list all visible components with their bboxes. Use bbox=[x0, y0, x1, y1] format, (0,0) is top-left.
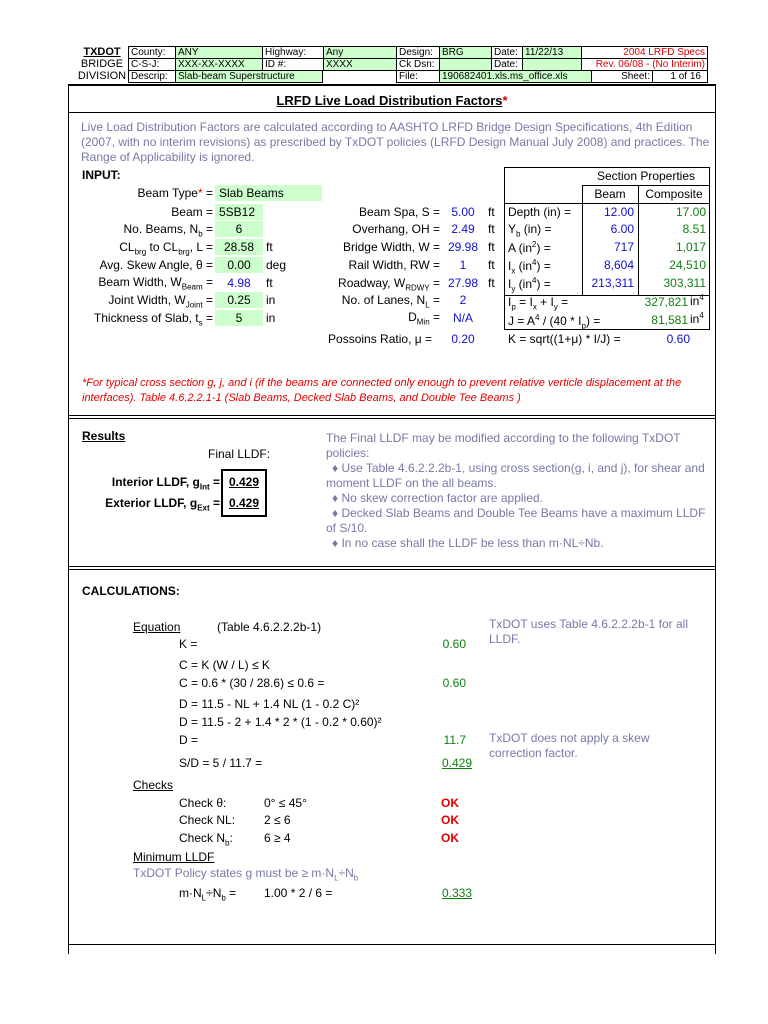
iy-sub: y bbox=[511, 284, 516, 294]
c-line1: C = K (W / L) ≤ K bbox=[179, 658, 270, 672]
dmin-value: N/A bbox=[452, 311, 473, 325]
lanes-label bbox=[300, 293, 440, 309]
lanes-text: No. of Lanes, N bbox=[341, 293, 426, 307]
col-composite-header: Composite bbox=[645, 187, 703, 201]
dmin-text: D bbox=[408, 310, 417, 324]
bw-sub: Beam bbox=[181, 282, 203, 292]
int-text: Interior LLDF, g bbox=[111, 475, 200, 489]
date2-label: Date: bbox=[491, 58, 523, 71]
nbeams-sub: b bbox=[198, 229, 203, 239]
j-value: 81,581 bbox=[651, 313, 688, 327]
c-result: 0.60 bbox=[442, 676, 466, 690]
jw-eq: = bbox=[205, 293, 213, 307]
ip-label bbox=[508, 295, 568, 311]
skew-value: 0.00 bbox=[227, 258, 251, 272]
policy-note-4: ♦ In no case shall the LLDF be less than m·NL÷Nb. bbox=[332, 536, 604, 550]
yb-beam: 6.00 bbox=[610, 222, 634, 236]
min-expr-calc: 1.00 * 2 / 6 = bbox=[264, 886, 333, 900]
bwidth-label: Bridge Width, W = bbox=[342, 240, 440, 254]
skew-unit: deg bbox=[266, 258, 287, 272]
title-text: LRFD Live Load Distribution Factors bbox=[276, 93, 503, 108]
chk-nb-sub: b bbox=[225, 838, 230, 848]
int-eq: = bbox=[212, 475, 220, 489]
org-line3: DIVISION bbox=[77, 70, 127, 82]
j-text: J = A bbox=[508, 314, 536, 328]
rdwy-eq: = bbox=[432, 276, 440, 290]
iy-composite: 303,311 bbox=[663, 276, 706, 290]
yb-composite: 8.51 bbox=[682, 222, 706, 236]
poisson-label: Possoins Ratio, μ = bbox=[328, 332, 432, 346]
ext-lldf-label bbox=[80, 496, 220, 512]
min-expr-a: m·N bbox=[179, 886, 202, 900]
cl-c: , L = bbox=[189, 240, 213, 254]
ip-rest3: = bbox=[557, 295, 569, 309]
k-value: 0.60 bbox=[666, 332, 690, 346]
j-unit bbox=[690, 311, 704, 326]
beam-label: Beam = bbox=[171, 205, 213, 219]
cl-value: 28.58 bbox=[223, 240, 255, 254]
beam-type-value: Slab Beams bbox=[219, 186, 284, 200]
file-label: File: bbox=[396, 70, 440, 83]
id-field[interactable]: XXXX bbox=[323, 58, 397, 71]
c-line2: C = 0.6 * (30 / 28.6) ≤ 0.6 = bbox=[179, 676, 325, 690]
bw-label bbox=[70, 275, 213, 291]
chk-theta-result: OK bbox=[441, 796, 459, 810]
rw-label: Rail Width, RW = bbox=[348, 258, 440, 272]
yb-text: Y bbox=[508, 222, 517, 236]
highway-label: Highway: bbox=[262, 46, 324, 59]
j-label bbox=[508, 313, 600, 330]
org-line1: TXDOT bbox=[83, 46, 121, 58]
spec-line2: Rev. 06/08 - (No Interim) bbox=[581, 58, 708, 71]
lanes-sub: L bbox=[425, 300, 430, 310]
chk-theta-label: Check θ: bbox=[179, 796, 227, 810]
min-policy-a: TxDOT Policy states g must be ≥ m·N bbox=[133, 866, 335, 880]
sd-line: S/D = 5 / 11.7 = bbox=[179, 756, 263, 770]
chk-nb-label bbox=[179, 831, 233, 847]
k-label: K = sqrt((1+μ) * I/J) = bbox=[508, 332, 621, 346]
rdwy-text: Roadway, W bbox=[338, 276, 406, 290]
ip-rest2: + I bbox=[536, 295, 554, 309]
chk-nb-colon: : bbox=[229, 831, 233, 845]
ix-sub: x bbox=[511, 266, 516, 276]
ckdsn-label: Ck Dsn: bbox=[396, 58, 440, 71]
ts-label bbox=[70, 311, 213, 327]
min-expr-sub1: L bbox=[201, 893, 207, 903]
oh-unit: ft bbox=[488, 222, 495, 236]
county-field[interactable]: ANY bbox=[175, 46, 263, 59]
ts-sub: s bbox=[198, 318, 203, 328]
ts-text: Thickness of Slab, t bbox=[93, 311, 199, 325]
divider-bottom bbox=[68, 944, 716, 945]
min-lldf-label: Minimum LLDF bbox=[133, 850, 215, 864]
beam-type-text: Beam Type bbox=[137, 186, 198, 200]
min-expr bbox=[179, 886, 236, 902]
divider-results bbox=[68, 415, 716, 416]
ix-mid: (in bbox=[515, 259, 533, 273]
jw-text: Joint Width, W bbox=[108, 293, 186, 307]
equation-label: Equation bbox=[133, 620, 181, 634]
a-label bbox=[508, 240, 551, 255]
chk-nl-label: Check NL: bbox=[179, 813, 236, 827]
jw-label bbox=[70, 293, 213, 309]
design-field[interactable]: BRG bbox=[439, 46, 492, 59]
title-asterisk: * bbox=[502, 93, 508, 108]
date-label: Date: bbox=[491, 46, 523, 59]
bw-value: 4.98 bbox=[227, 276, 251, 290]
nbeams-text: No. Beams, N bbox=[123, 222, 199, 236]
ix-text: I bbox=[508, 259, 512, 273]
min-policy-sub2: b bbox=[353, 873, 359, 883]
ext-eq: = bbox=[212, 496, 220, 510]
policy-note-3: ♦ Decked Slab Beams and Double Tee Beams have a maximum LLDF of S/10. bbox=[326, 506, 706, 535]
yb-rest: (in) = bbox=[520, 222, 552, 236]
chk-theta-expr: 0° ≤ 45° bbox=[264, 796, 307, 810]
checks-label: Checks bbox=[133, 778, 174, 792]
ix-sup: 4 bbox=[532, 258, 537, 267]
poisson-value: 0.20 bbox=[451, 332, 475, 346]
cl-sub1: brg bbox=[134, 247, 147, 257]
dmin-eq: = bbox=[432, 310, 440, 324]
ext-lldf-value: 0.429 bbox=[228, 496, 260, 510]
beam-value: 5SB12 bbox=[219, 205, 256, 219]
rdwy-value: 27.98 bbox=[447, 276, 479, 290]
ip-unit-sup: 4 bbox=[699, 293, 704, 302]
a-beam: 717 bbox=[613, 240, 634, 254]
policy-note-1: ♦ Use Table 4.6.2.2.2b-1, using cross section(g, i, and j), for shear and moment LLDF on the all beams. bbox=[326, 461, 705, 490]
iy-sup: 4 bbox=[532, 276, 537, 285]
jw-sub: Joint bbox=[185, 300, 203, 310]
frame-top bbox=[68, 84, 716, 86]
cl-b: to CL bbox=[146, 240, 179, 254]
table-ref: (Table 4.6.2.2.2b-1) bbox=[217, 620, 322, 634]
iy-text: I bbox=[508, 277, 512, 291]
depth-composite: 17.00 bbox=[675, 205, 706, 219]
descrip-field[interactable]: Slab-beam Superstructure bbox=[175, 70, 323, 83]
oh-value: 2.49 bbox=[451, 222, 475, 236]
policy-note-2: ♦ No skew correction factor are applied. bbox=[332, 491, 543, 505]
sheet-label: Sheet: bbox=[591, 70, 653, 83]
ip-sub3: y bbox=[553, 302, 558, 312]
cl-a: CL bbox=[119, 240, 135, 254]
skew-label: Avg. Skew Angle, θ = bbox=[99, 258, 213, 272]
bwidth-value: 29.98 bbox=[447, 240, 479, 254]
ts-value: 5 bbox=[235, 311, 243, 325]
divider-calc bbox=[68, 566, 716, 567]
calc-heading: CALCULATIONS: bbox=[82, 584, 180, 598]
ix-rest: ) = bbox=[536, 259, 551, 273]
yb-sub: b bbox=[516, 229, 521, 239]
beam-type-eq: = bbox=[205, 186, 213, 200]
rdwy-sub: RDWY bbox=[405, 283, 430, 293]
ts-eq: = bbox=[205, 311, 213, 325]
spa-label: Beam Spa, S = bbox=[358, 205, 440, 219]
rw-value: 1 bbox=[459, 258, 467, 272]
note-table: TxDOT uses Table 4.6.2.2.2b-1 for all LLDF. bbox=[489, 617, 688, 646]
footnote: *For typical cross section g, j, and i (if the beams are connected only enough to prevent relative verticle displacement at the interfaces). Table 4.6.2.2.1-1 (Slab Beams, Decked Slab Beams, and Double Tee Beams ) bbox=[82, 377, 682, 404]
lanes-eq: = bbox=[432, 293, 440, 307]
nbeams-label bbox=[70, 222, 213, 238]
ip-text: I bbox=[508, 295, 512, 309]
a-rest: ) = bbox=[536, 241, 551, 255]
county-label: County: bbox=[128, 46, 176, 59]
chk-nl-result: OK bbox=[441, 813, 459, 827]
jw-value: 0.25 bbox=[227, 293, 251, 307]
d-line2: D = 11.5 - 2 + 1.4 * 2 * (1 - 0.2 * 0.60)² bbox=[179, 715, 382, 729]
iy-label bbox=[508, 276, 551, 293]
ext-sub: Ext bbox=[197, 503, 210, 513]
ext-text: Exterior LLDF, g bbox=[105, 496, 198, 510]
ix-beam: 8,604 bbox=[603, 258, 634, 272]
frame-left bbox=[68, 84, 69, 954]
yb-label bbox=[508, 222, 551, 238]
min-policy-sub1: L bbox=[334, 873, 339, 883]
nbeams-value: 6 bbox=[235, 222, 243, 236]
j-unit-sup: 4 bbox=[699, 311, 704, 320]
org-line2: BRIDGE bbox=[80, 58, 124, 70]
frame-right bbox=[715, 84, 716, 954]
page-title bbox=[68, 93, 716, 108]
min-expr-b: ÷N bbox=[206, 886, 222, 900]
spa-value: 5.00 bbox=[451, 205, 475, 219]
cl-unit: ft bbox=[266, 240, 273, 254]
j-sub: p bbox=[581, 321, 586, 331]
chk-nb-text: Check N bbox=[179, 831, 226, 845]
sheet-field: 1 of 16 bbox=[652, 70, 708, 83]
csj-field[interactable]: XXX-XX-XXXX bbox=[175, 58, 263, 71]
chk-nb-expr: 6 ≥ 4 bbox=[264, 831, 291, 845]
iy-beam: 213,311 bbox=[591, 276, 634, 290]
ts-unit: in bbox=[266, 311, 276, 325]
spa-unit: ft bbox=[488, 205, 495, 219]
j-rest: ) = bbox=[585, 314, 601, 328]
file-field[interactable]: 190682401.xls.ms_office.xls bbox=[439, 70, 592, 83]
rw-unit: ft bbox=[488, 258, 495, 272]
results-heading: Results bbox=[82, 429, 126, 443]
oh-label: Overhang, OH = bbox=[352, 222, 440, 236]
depth-beam: 12.00 bbox=[603, 205, 634, 219]
title-underline bbox=[68, 112, 716, 113]
bw-eq: = bbox=[205, 275, 213, 289]
int-sub: Int bbox=[199, 482, 210, 492]
min-policy bbox=[133, 866, 358, 882]
date2-field[interactable] bbox=[522, 58, 582, 71]
ip-unit bbox=[690, 293, 704, 308]
int-lldf-value: 0.429 bbox=[228, 475, 260, 489]
dmin-sub: Min bbox=[416, 317, 430, 327]
a-text: A (in bbox=[508, 241, 533, 255]
min-expr-c: = bbox=[225, 886, 237, 900]
input-heading: INPUT: bbox=[82, 168, 121, 182]
highway-field[interactable]: Any bbox=[323, 46, 397, 59]
iy-rest: ) = bbox=[536, 277, 551, 291]
nbeams-eq: = bbox=[205, 222, 213, 236]
date-field[interactable]: 11/22/13 bbox=[522, 46, 582, 59]
ip-value: 327,821 bbox=[644, 295, 688, 309]
ix-label bbox=[508, 258, 551, 275]
bw-text: Beam Width, W bbox=[98, 275, 182, 289]
k-line: K = bbox=[179, 637, 198, 651]
rdwy-unit: ft bbox=[488, 276, 495, 290]
ip-sub2: x bbox=[532, 302, 537, 312]
col-beam-header: Beam bbox=[594, 187, 626, 201]
ip-rest: = I bbox=[515, 295, 533, 309]
iy-mid: (in bbox=[515, 277, 533, 291]
depth-label: Depth (in) = bbox=[508, 205, 572, 219]
design-label: Design: bbox=[396, 46, 440, 59]
intro-text: Live Load Distribution Factors are calculated according to AASHTO LRFD Bridge Design Specifications, 4th Edition (2007, with no interim revisions) as prescribed by TxDOT policies (LRFD Design Manual July 2008) and practices. The Range of Applicability is ignored. bbox=[81, 120, 710, 164]
jw-unit: in bbox=[266, 293, 276, 307]
section-title: Section Properties bbox=[596, 169, 696, 183]
cl-label bbox=[70, 240, 213, 256]
divider-calc-2 bbox=[68, 569, 716, 570]
note-skew: TxDOT does not apply a skew correction factor. bbox=[489, 731, 650, 760]
a-composite: 1,017 bbox=[675, 240, 706, 254]
cl-sub2: brg bbox=[178, 247, 190, 257]
j-sup: 4 bbox=[535, 313, 540, 322]
ip-unit-text: in bbox=[690, 294, 700, 308]
bwidth-unit: ft bbox=[488, 240, 495, 254]
lanes-value: 2 bbox=[459, 293, 467, 307]
rdwy-label bbox=[300, 276, 440, 292]
sd-result: 0.429 bbox=[441, 756, 472, 770]
ip-sub: p bbox=[511, 302, 516, 312]
policy-intro: The Final LLDF may be modified according to the following TxDOT policies: bbox=[326, 431, 681, 460]
d-line1: D = 11.5 - NL + 1.4 NL (1 - 0.2 C)² bbox=[179, 697, 360, 711]
j-mid: / (40 * I bbox=[539, 314, 582, 328]
id-label: ID #: bbox=[262, 58, 324, 71]
chk-nl-expr: 2 ≤ 6 bbox=[264, 813, 291, 827]
d-line3: D = bbox=[179, 733, 199, 747]
final-lldf-label: Final LLDF: bbox=[208, 447, 271, 461]
beam-type-asterisk: * bbox=[197, 186, 203, 200]
policy-notes bbox=[326, 431, 711, 551]
dmin-label bbox=[300, 310, 440, 326]
divider-results-2 bbox=[68, 418, 716, 419]
min-expr-sub2: b bbox=[221, 893, 226, 903]
bw-unit: ft bbox=[266, 276, 273, 290]
ix-composite: 24,510 bbox=[669, 258, 706, 272]
d-result: 11.7 bbox=[443, 733, 466, 747]
j-unit-text: in bbox=[690, 312, 700, 326]
min-result: 0.333 bbox=[441, 886, 472, 900]
beam-type-label bbox=[100, 186, 213, 200]
chk-nb-result: OK bbox=[441, 831, 459, 845]
descrip-label: Descrip: bbox=[128, 70, 176, 83]
k-result: 0.60 bbox=[442, 637, 466, 651]
spec-line1: 2004 LRFD Specs bbox=[581, 46, 708, 59]
a-sup: 2 bbox=[532, 240, 537, 249]
csj-label: C-S-J: bbox=[128, 58, 176, 71]
int-lldf-label bbox=[80, 475, 220, 491]
min-policy-b: ÷N bbox=[338, 866, 354, 880]
